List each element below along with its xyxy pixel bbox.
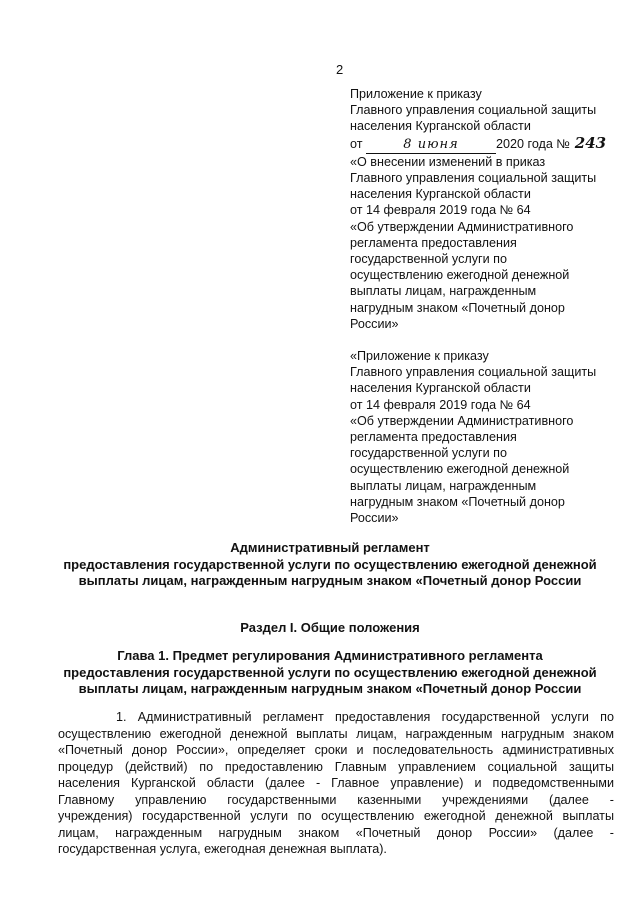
title-line: выплаты лицам, награжденным нагрудным знаком «Почетный донор России bbox=[78, 573, 582, 588]
chapter-heading bbox=[60, 648, 600, 698]
handwritten-date: 8 июня bbox=[366, 137, 496, 154]
appendix-line: России» bbox=[350, 511, 399, 526]
title-line: предоставления государственной услуги по осуществлению ежегодной денежной bbox=[63, 556, 597, 572]
appendix-line: осуществлению ежегодной денежной bbox=[350, 462, 570, 477]
appendix-line: выплаты лицам, награжденным bbox=[350, 478, 537, 493]
title-line: Административный регламент bbox=[230, 540, 430, 555]
appendix-line: населения Курганской области bbox=[350, 119, 531, 134]
paragraph-line: учреждения) государственной услуги по осуществлению ежегодной денежной выплаты bbox=[58, 809, 614, 823]
appendix-line: Приложение к приказу bbox=[350, 87, 482, 101]
paragraph-line: процедур (действий) по предоставлению Главным управлением социальной защиты bbox=[58, 759, 614, 774]
chapter-line: выплаты лицам, награжденным нагрудным знаком «Почетный донор России bbox=[78, 681, 582, 696]
paragraph-line: 1. Административный регламент предоставления государственной услуги по bbox=[116, 710, 614, 724]
appendix-line: от 14 февраля 2019 года № 64 bbox=[350, 397, 531, 412]
paragraph-line: государственная услуга, ежегодная денежная выплата). bbox=[58, 842, 387, 856]
section-title: Раздел I. Общие положения bbox=[240, 620, 420, 635]
appendix-header bbox=[350, 86, 630, 526]
appendix-line: государственной услуги по bbox=[350, 446, 507, 461]
block-spacer bbox=[350, 332, 630, 348]
appendix-line: нагрудным знаком «Почетный донор bbox=[350, 300, 565, 315]
appendix-line: осуществлению ежегодной денежной bbox=[350, 268, 570, 283]
chapter-line: Глава 1. Предмет регулирования Административного регламента bbox=[117, 648, 543, 663]
date-suffix: 2020 года № bbox=[496, 136, 570, 151]
appendix-line: «О внесении изменений в приказ bbox=[350, 154, 546, 169]
handwritten-order-number: 243 bbox=[574, 133, 607, 152]
appendix-line: Главного управления социальной защиты bbox=[350, 103, 597, 118]
appendix-line: «Об утверждении Административного bbox=[350, 413, 574, 428]
chapter-line: предоставления государственной услуги по осуществлению ежегодной денежной bbox=[63, 664, 597, 680]
appendix-line: выплаты лицам, награжденным bbox=[350, 284, 537, 299]
section-heading bbox=[60, 620, 600, 637]
appendix-line: нагрудным знаком «Почетный донор bbox=[350, 494, 565, 509]
appendix-line: населения Курганской области bbox=[350, 381, 531, 396]
appendix-line: Главного управления социальной защиты bbox=[350, 365, 597, 380]
paragraph-line: осуществлению ежегодной денежной выплаты лицам, награжденным нагрудным знаком bbox=[58, 726, 614, 741]
paragraph-line: Главному управлению государственными казенными учреждениями (далее - bbox=[58, 792, 614, 807]
appendix-line: России» bbox=[350, 316, 399, 331]
appendix-line: «Об утверждении Административного bbox=[350, 219, 574, 234]
order-date-line bbox=[350, 135, 630, 154]
paragraph-line: лицам, награжденным нагрудным знаком «Почетный донор России» (далее - bbox=[58, 825, 614, 840]
date-prefix: от bbox=[350, 136, 363, 151]
document-title bbox=[60, 540, 600, 590]
appendix-line: регламента предоставления bbox=[350, 235, 517, 250]
appendix-line: от 14 февраля 2019 года № 64 bbox=[350, 203, 531, 218]
paragraph-1 bbox=[58, 709, 614, 858]
appendix-line: регламента предоставления bbox=[350, 430, 517, 445]
page-number: 2 bbox=[336, 62, 344, 77]
paragraph-line: «Почетный донор России», определяет сроки и последовательность административных bbox=[58, 743, 614, 757]
appendix-line: населения Курганской области bbox=[350, 187, 531, 202]
paragraph-line: населения Курганской области (далее - Главное управление) и подведомственными bbox=[58, 776, 614, 790]
appendix-line: «Приложение к приказу bbox=[350, 349, 489, 364]
appendix-line: государственной услуги по bbox=[350, 252, 507, 267]
appendix-line: Главного управления социальной защиты bbox=[350, 171, 597, 186]
